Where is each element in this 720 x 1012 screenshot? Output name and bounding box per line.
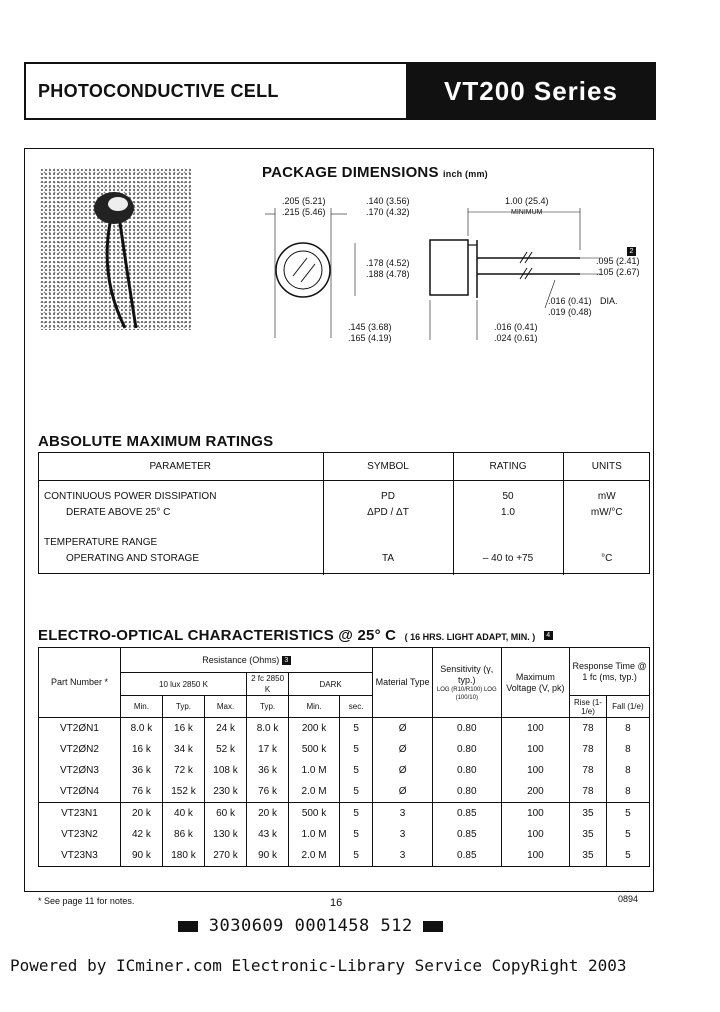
- table-cell: 76 k: [120, 781, 162, 803]
- table-cell: 3: [373, 845, 433, 867]
- note-2-badge: 2: [627, 243, 636, 261]
- table-cell: 130 k: [205, 824, 247, 845]
- package-title: PACKAGE DIMENSIONS inch (mm): [262, 164, 488, 181]
- table-cell: 2.0 M: [289, 845, 340, 867]
- header-part-number: Part Number *: [39, 648, 121, 718]
- note-3-badge: 3: [282, 656, 291, 665]
- table-cell: 0.85: [432, 845, 501, 867]
- table-row: [39, 739, 650, 760]
- table-cell: 100: [501, 845, 570, 867]
- part-number-cell: VT2ØN3: [39, 760, 121, 781]
- table-cell: 2.0 M: [289, 781, 340, 803]
- package-units: inch (mm): [443, 169, 488, 179]
- header-dark: DARK: [289, 673, 373, 696]
- bar-mark: [423, 921, 443, 932]
- eo-subtitle: ( 16 HRS. LIGHT ADAPT, MIN. ): [404, 632, 536, 642]
- table-cell: 42 k: [120, 824, 162, 845]
- header-rating: RATING: [453, 452, 563, 481]
- table-cell: Ø: [373, 781, 433, 803]
- table-cell: 230 k: [205, 781, 247, 803]
- table-cell: 8.0 k: [247, 718, 289, 740]
- table-row: [39, 718, 650, 740]
- table-cell: 8: [606, 739, 649, 760]
- table-cell: 35: [570, 824, 607, 845]
- table-cell: 72 k: [162, 760, 204, 781]
- abs-max-title: ABSOLUTE MAXIMUM RATINGS: [38, 433, 274, 450]
- header-symbol: SYMBOL: [323, 452, 453, 481]
- header-max-voltage: Maximum Voltage (V, pk): [501, 648, 570, 718]
- table-cell: 16 k: [162, 718, 204, 740]
- table-cell: 78: [570, 781, 607, 803]
- dim-front-width: .205 (5.21) .215 (5.46): [282, 196, 326, 217]
- bar-mark: [178, 921, 198, 932]
- table-cell: 1.0 M: [289, 824, 340, 845]
- table-cell: 180 k: [162, 845, 204, 867]
- series-title: VT200 Series: [406, 62, 656, 120]
- header-units: UNITS: [563, 452, 650, 481]
- dim-lead-dia: .016 (0.41) DIA. .019 (0.48): [548, 296, 618, 317]
- header-resistance: Resistance (Ohms) 3: [120, 648, 372, 673]
- table-row: DERATE ABOVE 25° C ΔPD / ΔT 1.0 mW/°C: [38, 505, 650, 521]
- note-4-badge: 4: [544, 631, 553, 640]
- table-cell: 500 k: [289, 803, 340, 825]
- table-cell: Ø: [373, 718, 433, 740]
- table-cell: 90 k: [247, 845, 289, 867]
- table-row: OPERATING AND STORAGE TA – 40 to +75 °C: [38, 551, 650, 567]
- table-cell: 20 k: [247, 803, 289, 825]
- part-number-cell: VT23N1: [39, 803, 121, 825]
- table-cell: 3: [373, 803, 433, 825]
- table-row: CONTINUOUS POWER DISSIPATION PD 50 mW: [38, 489, 650, 505]
- table-row: [39, 824, 650, 845]
- table-cell: 40 k: [162, 803, 204, 825]
- table-cell: 5: [340, 845, 373, 867]
- table-row: [39, 803, 650, 825]
- table-cell: 36 k: [120, 760, 162, 781]
- table-cell: 52 k: [205, 739, 247, 760]
- table-cell: 35: [570, 845, 607, 867]
- table-cell: 100: [501, 718, 570, 740]
- abs-max-table: [38, 452, 650, 575]
- table-cell: 152 k: [162, 781, 204, 803]
- table-row: [39, 760, 650, 781]
- table-cell: 5: [606, 845, 649, 867]
- table-cell: 5: [340, 781, 373, 803]
- table-cell: 90 k: [120, 845, 162, 867]
- table-cell: 200: [501, 781, 570, 803]
- table-cell: 500 k: [289, 739, 340, 760]
- table-cell: 8: [606, 718, 649, 740]
- table-cell: 5: [340, 824, 373, 845]
- table-cell: Ø: [373, 739, 433, 760]
- eo-title-line: ELECTRO-OPTICAL CHARACTERISTICS @ 25° C ( 16 HRS. LIGHT ADAPT, MIN. ) 4: [38, 627, 553, 645]
- dim-body-length: .140 (3.56) .170 (4.32): [366, 196, 410, 217]
- footer-note: * See page 11 for notes.: [38, 896, 135, 906]
- table-cell: 5: [340, 739, 373, 760]
- table-cell: 5: [340, 718, 373, 740]
- table-cell: 8.0 k: [120, 718, 162, 740]
- table-cell: 17 k: [247, 739, 289, 760]
- title-box: [24, 62, 654, 120]
- header-10lux: 10 lux 2850 K: [120, 673, 246, 696]
- table-cell: 3: [373, 824, 433, 845]
- powered-by-text: Powered by ICminer.com Electronic-Library Service CopyRight 2003: [10, 956, 627, 975]
- dim-lead-length: 1.00 (25.4) MINIMUM: [505, 196, 549, 216]
- table-cell: 76 k: [247, 781, 289, 803]
- dim-flange: .016 (0.41) .024 (0.61): [494, 322, 538, 343]
- table-cell: 5: [340, 803, 373, 825]
- table-cell: 0.80: [432, 718, 501, 740]
- table-cell: 270 k: [205, 845, 247, 867]
- part-number-cell: VT23N3: [39, 845, 121, 867]
- header-parameter: PARAMETER: [38, 452, 323, 481]
- table-cell: 20 k: [120, 803, 162, 825]
- table-cell: 35: [570, 803, 607, 825]
- part-number-cell: VT2ØN1: [39, 718, 121, 740]
- table-cell: 43 k: [247, 824, 289, 845]
- table-cell: 34 k: [162, 739, 204, 760]
- photocell-image: [40, 168, 192, 330]
- part-number-cell: VT2ØN2: [39, 739, 121, 760]
- table-row: [39, 845, 650, 867]
- part-number-cell: VT23N2: [39, 824, 121, 845]
- dim-lens-dia: .145 (3.68) .165 (4.19): [348, 322, 392, 343]
- table-cell: 0.80: [432, 781, 501, 803]
- part-number-cell: VT2ØN4: [39, 781, 121, 803]
- product-photo: [40, 168, 192, 330]
- page-number: 16: [330, 897, 343, 909]
- table-cell: 1.0 M: [289, 760, 340, 781]
- table-cell: 0.85: [432, 824, 501, 845]
- table-cell: 5: [606, 803, 649, 825]
- table-cell: 100: [501, 803, 570, 825]
- header-2fc: 2 fc 2850 K: [247, 673, 289, 696]
- table-row: [39, 781, 650, 803]
- table-cell: 78: [570, 739, 607, 760]
- header-sensitivity: Sensitivity (γ, typ.) LOG (R10/R100) LOG (100/10): [432, 648, 501, 718]
- header-response-time: Response Time @ 1 fc (ms, typ.): [570, 648, 650, 696]
- table-cell: 16 k: [120, 739, 162, 760]
- table-row: TEMPERATURE RANGE: [38, 535, 650, 551]
- table-cell: 108 k: [205, 760, 247, 781]
- table-cell: 5: [606, 824, 649, 845]
- dim-front-height: .178 (4.52) .188 (4.78): [366, 258, 410, 279]
- table-cell: 200 k: [289, 718, 340, 740]
- document-title: PHOTOCONDUCTIVE CELL: [38, 80, 279, 101]
- table-cell: Ø: [373, 760, 433, 781]
- table-cell: 60 k: [205, 803, 247, 825]
- dim-lead-spacing: .095 (2.41) .105 (2.67): [596, 256, 640, 277]
- table-cell: 5: [340, 760, 373, 781]
- table-cell: 0.80: [432, 760, 501, 781]
- table-cell: 0.85: [432, 803, 501, 825]
- table-cell: 24 k: [205, 718, 247, 740]
- table-cell: 8: [606, 760, 649, 781]
- table-cell: 100: [501, 824, 570, 845]
- table-cell: 36 k: [247, 760, 289, 781]
- eo-table: Part Number * Resistance (Ohms) 3 Material Type Sensitivity (γ, typ.) LOG (R10/R100) LOG (100/10) Maximum Voltage (V, pk) Response Time @ 1 fc (ms, typ.) 10 lux 2850 K 2 fc 2850 K DARK Min. Typ. Max. Typ. Min. sec. Rise (1-1/e) Fall (1/e) VT2ØN1 8.0 k 16 k 24 k 8.0 k 200 k 5 Ø 0.80 100 78 8 VT2ØN2 16 k 34 k 52 k 17 k 500 k 5 Ø 0.80 100 78 8 VT2ØN3 36 k 72 k 108 k 36 k 1.0 M 5 Ø 0.80 100 78 8 VT2ØN4 76 k 152 k 230 k 76 k 2.0 M 5 Ø 0.80 200 78 8 VT23N1 20 k 40 k 60 k 20 k 500 k 5 3 0.85 100 35 5 VT23N2 42 k 86 k 130 k 43 k 1.0 M 5 3 0.85 100 35 5 VT23N3 90 k 180 k 270 k 90 k 2.0 M 5 3 0.85 100 35 5: [38, 647, 650, 867]
- table-cell: 78: [570, 760, 607, 781]
- table-cell: 86 k: [162, 824, 204, 845]
- table-cell: 100: [501, 760, 570, 781]
- table-cell: 8: [606, 781, 649, 803]
- table-cell: 78: [570, 718, 607, 740]
- table-cell: 0.80: [432, 739, 501, 760]
- barcode-line: 3030609 0001458 512: [178, 916, 443, 936]
- table-cell: 100: [501, 739, 570, 760]
- header-material: Material Type: [373, 648, 433, 718]
- date-code: 0894: [618, 894, 639, 904]
